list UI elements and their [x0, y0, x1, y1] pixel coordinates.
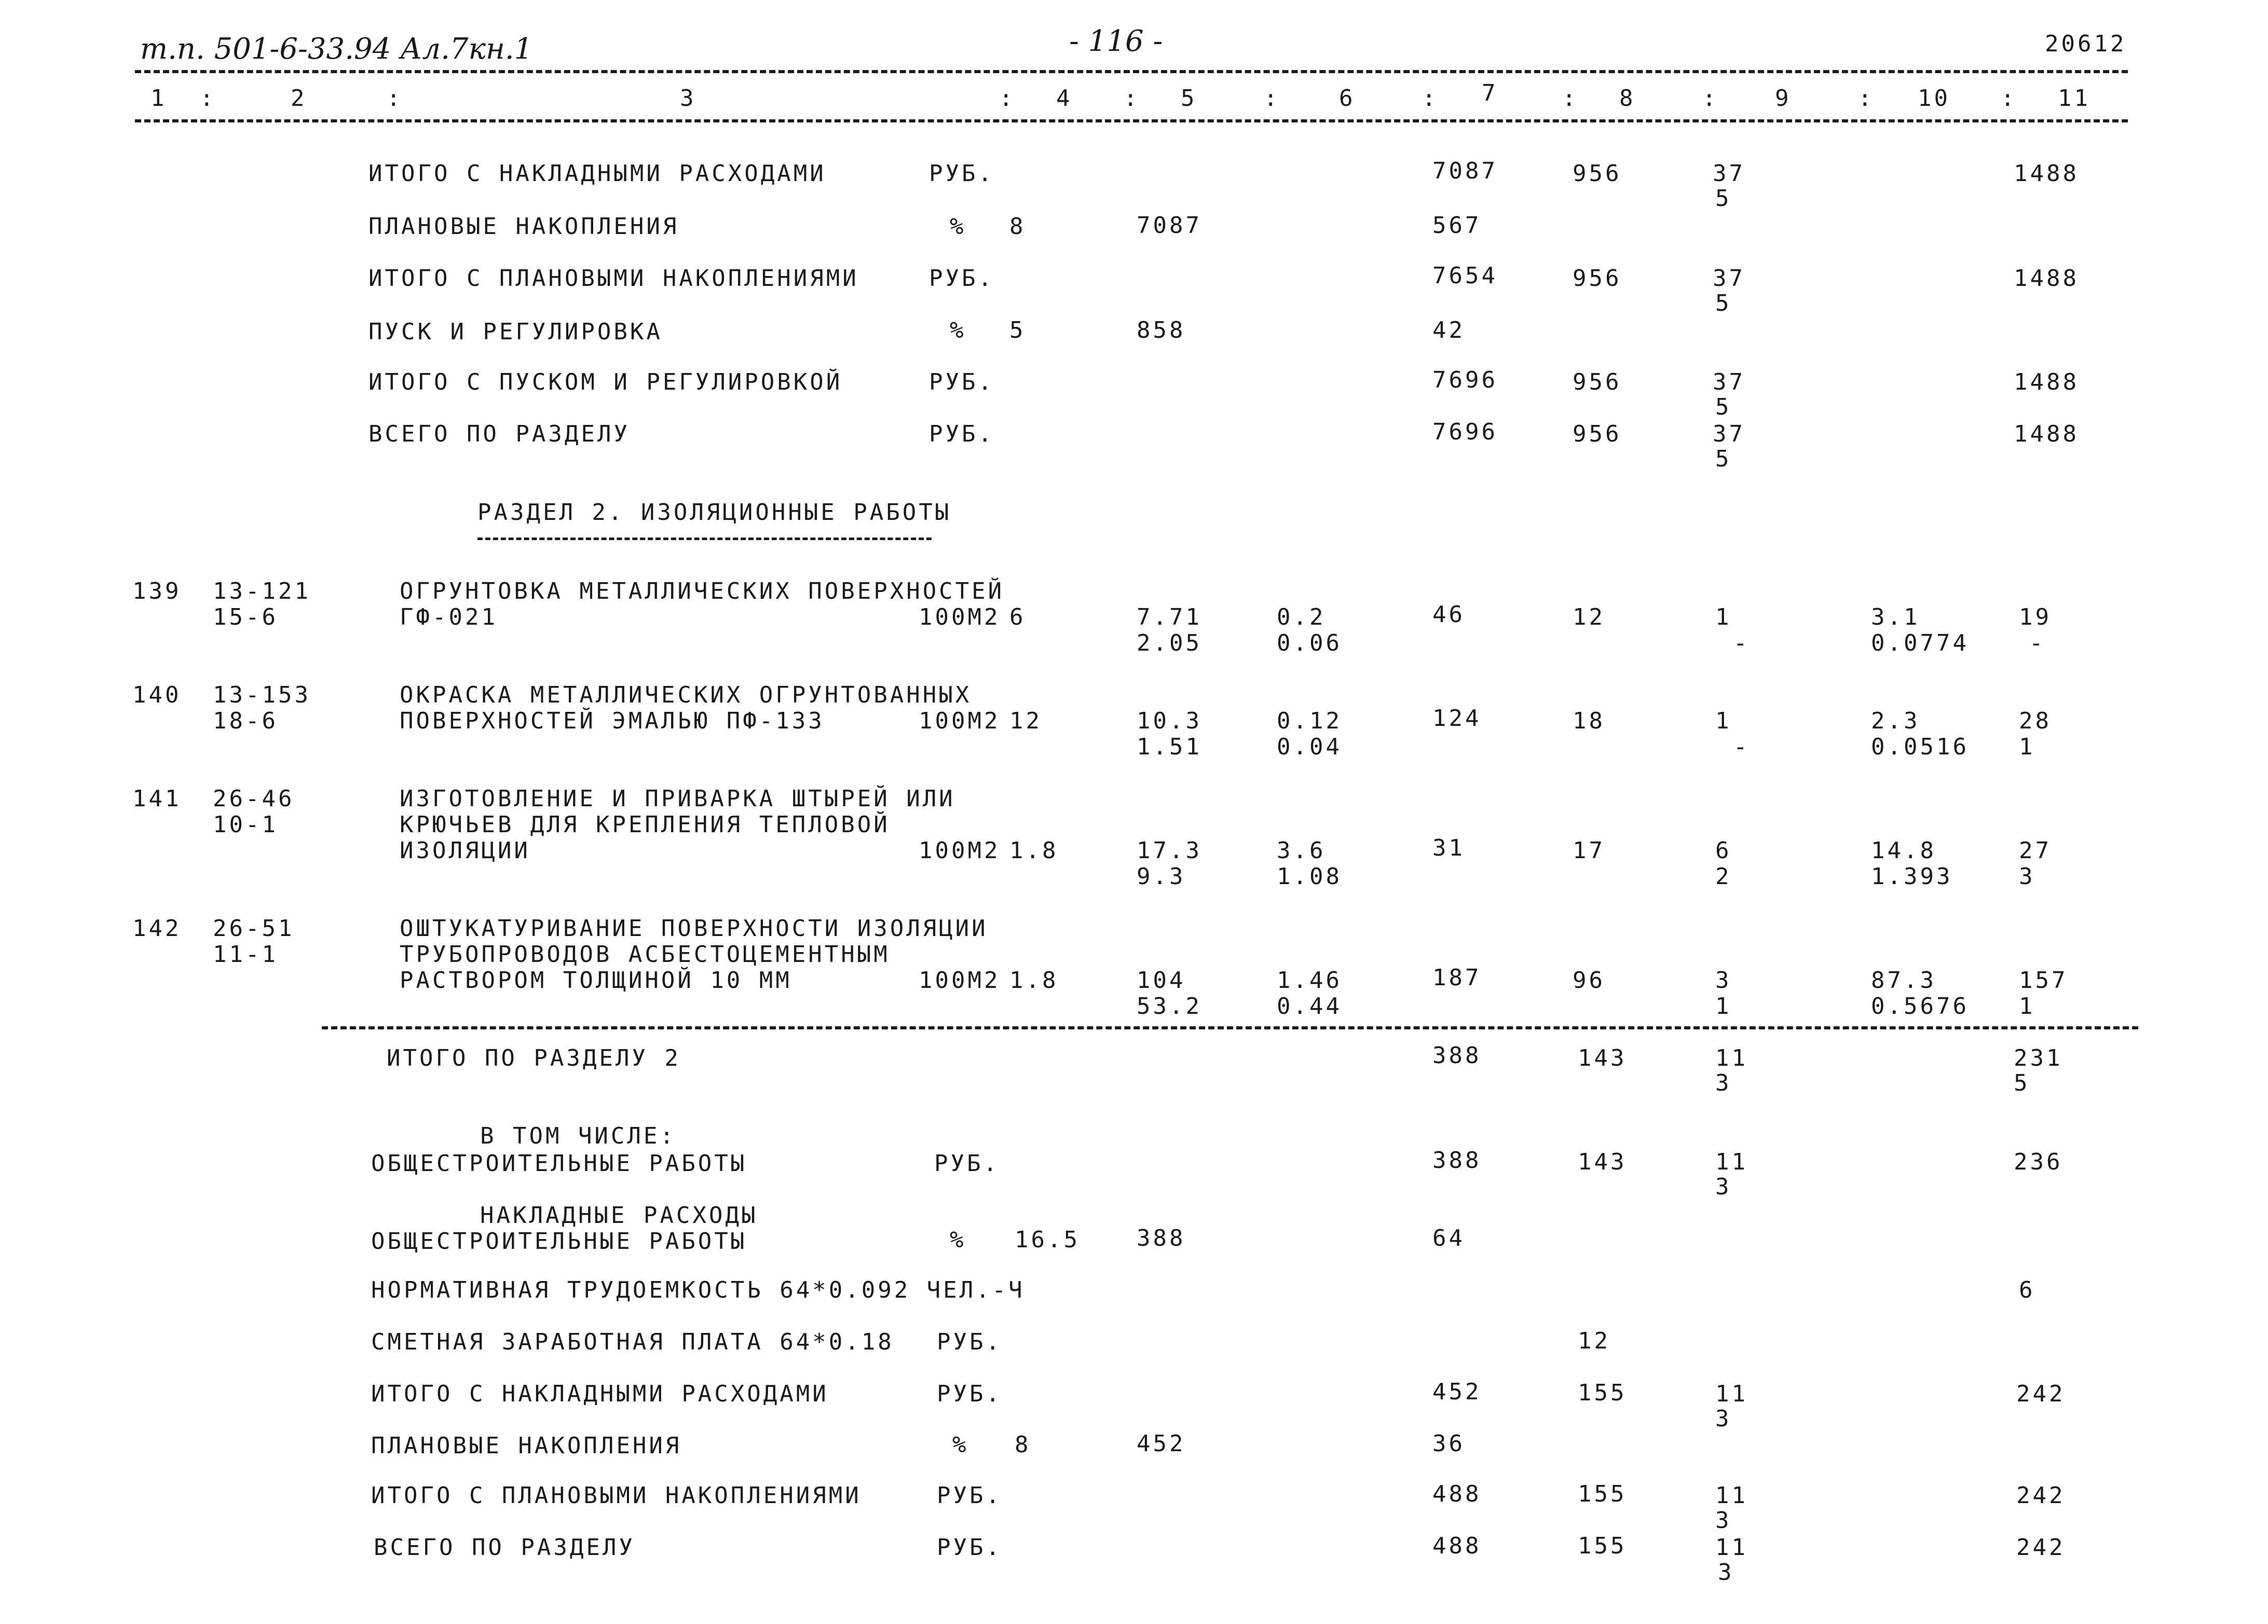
cell-col7: 46 [1432, 601, 1465, 628]
cell-col11-sub: 3 [2019, 863, 2035, 890]
row-unit: РУБ. [937, 1534, 1002, 1561]
item-number: 139 [132, 578, 182, 604]
row-quantity: 5 [1009, 317, 1026, 343]
column-header: 4 [1056, 85, 1073, 112]
cell-col10-sub: 1.393 [1871, 863, 1953, 890]
item-code-sub: 18-6 [213, 708, 278, 734]
row-unit: % [952, 1432, 969, 1458]
row-unit: РУБ. [929, 421, 994, 447]
cell-col7: 64 [1432, 1225, 1465, 1251]
item-description: ОШТУКАТУРИВАНИЕ ПОВЕРХНОСТИ ИЗОЛЯЦИИ [400, 915, 988, 942]
cell-col8: 12 [1573, 604, 1605, 630]
cell-col6: 0.2 [1277, 604, 1326, 630]
cell-col7: 124 [1432, 705, 1482, 732]
column-header: 9 [1775, 85, 1792, 112]
row-label: ИТОГО С НАКЛАДНЫМИ РАСХОДАМИ [368, 160, 826, 187]
cell-col9-sub: 3 [1715, 1406, 1732, 1432]
cell-col9: 6 [1715, 837, 1732, 864]
cell-col9-sub: 3 [1715, 1070, 1732, 1096]
cell-col11-sub: - [2029, 630, 2046, 656]
item-description: КРЮЧЬЕВ ДЛЯ КРЕПЛЕНИЯ ТЕПЛОВОЙ [400, 811, 890, 838]
section-title-underline [477, 538, 932, 540]
cell-col9: 1 [1715, 604, 1732, 630]
cell-col9: 3 [1715, 967, 1732, 994]
cell-col11: 236 [2014, 1149, 2063, 1175]
item-code: 26-46 [213, 786, 295, 812]
cell-col7: 7654 [1432, 263, 1498, 289]
cell-col7: 388 [1432, 1042, 1482, 1069]
cell-col8: 96 [1573, 967, 1605, 994]
row-base: 388 [1137, 1225, 1186, 1251]
item-unit: 100М2 [919, 604, 1001, 630]
cell-col8: 17 [1573, 837, 1605, 864]
cell-col10-sub: 0.0516 [1871, 734, 1969, 760]
column-header: 3 [680, 85, 696, 112]
column-separator: : [387, 85, 403, 112]
column-separator: : [1264, 85, 1280, 112]
item-unit: 100М2 [919, 837, 1001, 864]
cell-col8: 155 [1578, 1533, 1627, 1559]
row-base: 858 [1137, 317, 1186, 343]
cell-col11: 1488 [2014, 369, 2079, 395]
cell-col5-sub: 2.05 [1137, 630, 1202, 656]
row-unit: РУБ. [929, 160, 994, 187]
cell-col11: 242 [2016, 1381, 2066, 1407]
cell-col9-sub: - [1733, 734, 1750, 760]
item-number: 141 [132, 786, 182, 812]
row-unit: % [950, 213, 966, 240]
row-unit: РУБ. [934, 1150, 1000, 1177]
cell-col8: 18 [1573, 708, 1605, 734]
cell-col9: 11 [1715, 1045, 1748, 1071]
cell-col9: 11 [1715, 1482, 1748, 1509]
cell-col10-sub: 0.0774 [1871, 630, 1969, 656]
row-unit: РУБ. [929, 369, 994, 395]
cell-col9-sub: 2 [1715, 863, 1732, 890]
cell-col7: 7087 [1432, 158, 1498, 184]
cell-col7: 42 [1432, 317, 1465, 343]
cell-col5: 17.3 [1137, 837, 1202, 864]
cell-col9-sub: 3 [1718, 1559, 1734, 1586]
row-unit: РУБ. [937, 1329, 1002, 1355]
cell-col8: 956 [1573, 265, 1622, 292]
cell-col7: 488 [1432, 1533, 1482, 1559]
cell-col9: 37 [1713, 369, 1745, 395]
row-label: ИТОГО С ПЛАНОВЫМИ НАКОПЛЕНИЯМИ [368, 265, 859, 292]
item-quantity: 12 [1009, 708, 1042, 734]
including-label: В ТОМ ЧИСЛЕ: [480, 1123, 676, 1149]
cell-col7: 567 [1432, 212, 1482, 239]
item-description: ГФ-021 [400, 604, 498, 630]
cell-col5-sub: 1.51 [1137, 734, 1202, 760]
item-description: ПОВЕРХНОСТЕЙ ЭМАЛЬЮ ПФ-133 [400, 708, 825, 734]
column-separator: : [999, 85, 1016, 112]
row-label: ИТОГО С НАКЛАДНЫМИ РАСХОДАМИ [371, 1381, 829, 1407]
row-label: ВСЕГО ПО РАЗДЕЛУ [374, 1534, 635, 1561]
column-separator: : [1702, 85, 1719, 112]
cell-col5: 7.71 [1137, 604, 1202, 630]
cell-col8: 155 [1578, 1481, 1627, 1507]
item-description: ОКРАСКА МЕТАЛЛИЧЕСКИХ ОГРУНТОВАННЫХ [400, 682, 972, 708]
cell-col11: 1488 [2014, 160, 2079, 187]
document-reference: т.п. 501-6-33.94 Ал.7кн.1 [140, 32, 533, 66]
column-separator: : [1858, 85, 1875, 112]
row-label: ИТОГО С ПУСКОМ И РЕГУЛИРОВКОЙ [368, 369, 843, 395]
item-unit: 100М2 [919, 967, 1001, 994]
cell-col9: 1 [1715, 708, 1732, 734]
item-code-sub: 11-1 [213, 941, 278, 968]
cell-col6-sub: 0.44 [1277, 993, 1342, 1020]
row-unit: РУБ. [929, 265, 994, 292]
row-label: ВСЕГО ПО РАЗДЕЛУ [368, 421, 630, 447]
cell-col6-sub: 0.06 [1277, 630, 1342, 656]
cell-col7: 388 [1432, 1147, 1482, 1174]
item-code: 26-51 [213, 915, 295, 942]
cell-col7: 31 [1432, 835, 1465, 861]
cell-col6: 3.6 [1277, 837, 1326, 864]
header-bottom-rule [135, 119, 2128, 122]
cell-col11: 242 [2016, 1482, 2066, 1509]
row-label: ИТОГО ПО РАЗДЕЛУ 2 [387, 1045, 681, 1071]
cell-col8: 143 [1578, 1045, 1627, 1071]
row-quantity: 16.5 [1015, 1227, 1080, 1253]
cell-col9-sub: 1 [1715, 993, 1732, 1020]
item-description: ИЗОЛЯЦИИ [400, 837, 530, 864]
cell-col10: 2.3 [1871, 708, 1920, 734]
cell-col6: 0.12 [1277, 708, 1342, 734]
cell-col11: 6 [2019, 1277, 2035, 1303]
item-description: ОГРУНТОВКА МЕТАЛЛИЧЕСКИХ ПОВЕРХНОСТЕЙ [400, 578, 1005, 604]
column-separator: : [200, 85, 216, 112]
column-header: 7 [1482, 80, 1498, 106]
cell-col11: 27 [2019, 837, 2052, 864]
cell-col10: 3.1 [1871, 604, 1920, 630]
cell-col9: 11 [1715, 1149, 1748, 1175]
item-quantity: 6 [1009, 604, 1026, 630]
item-code-sub: 10-1 [213, 811, 278, 838]
cell-col8: 956 [1573, 421, 1622, 447]
cell-col9-sub: 5 [1715, 394, 1732, 420]
cell-col10: 87.3 [1871, 967, 1936, 994]
row-unit: РУБ. [937, 1482, 1002, 1509]
column-header: 10 [1918, 85, 1950, 112]
column-separator: : [1422, 85, 1439, 112]
row-base: 7087 [1137, 212, 1202, 239]
column-header: 2 [291, 85, 307, 112]
item-description: РАСТВОРОМ ТОЛЩИНОЙ 10 ММ [400, 967, 792, 994]
item-unit: 100М2 [919, 708, 1001, 734]
row-label: ОБЩЕСТРОИТЕЛЬНЫЕ РАБОТЫ [371, 1150, 747, 1177]
column-separator: : [1562, 85, 1579, 112]
cell-col5: 104 [1137, 967, 1186, 994]
document-number: 20612 [2045, 31, 2127, 57]
cell-col9-sub: 5 [1715, 446, 1732, 472]
section-total-rule [322, 1026, 2138, 1029]
row-unit: % [950, 317, 966, 343]
cell-col11: 19 [2019, 604, 2052, 630]
cell-col9: 37 [1713, 160, 1745, 187]
row-label: ОБЩЕСТРОИТЕЛЬНЫЕ РАБОТЫ [371, 1228, 747, 1255]
row-quantity: 8 [1015, 1432, 1031, 1458]
column-header: 5 [1181, 85, 1197, 112]
row-label: СМЕТНАЯ ЗАРАБОТНАЯ ПЛАТА 64*0.18 [371, 1329, 894, 1355]
cell-col11: 231 [2014, 1045, 2063, 1071]
item-quantity: 1.8 [1009, 967, 1059, 994]
cell-col9: 37 [1713, 265, 1745, 292]
item-description: ИЗГОТОВЛЕНИЕ И ПРИВАРКА ШТЫРЕЙ ИЛИ [400, 786, 955, 812]
cell-col8: 12 [1578, 1328, 1610, 1354]
cell-col9: 37 [1713, 421, 1745, 447]
column-separator: : [1124, 85, 1140, 112]
cell-col5-sub: 9.3 [1137, 863, 1186, 890]
cell-col7: 452 [1432, 1379, 1482, 1405]
item-code: 13-153 [213, 682, 311, 708]
row-label: ИТОГО С ПЛАНОВЫМИ НАКОПЛЕНИЯМИ [371, 1482, 862, 1509]
cell-col9-sub: 3 [1715, 1507, 1732, 1534]
cell-col11-sub: 1 [2019, 734, 2035, 760]
cell-col8: 155 [1578, 1380, 1627, 1406]
cell-col11: 242 [2016, 1534, 2066, 1561]
cell-col9-sub: 5 [1715, 185, 1732, 212]
item-code-sub: 15-6 [213, 604, 278, 630]
cell-col7: 187 [1432, 965, 1482, 991]
cell-col8: 956 [1573, 369, 1622, 395]
cell-col6: 1.46 [1277, 967, 1342, 994]
row-label: НОРМАТИВНАЯ ТРУДОЕМКОСТЬ 64*0.092 ЧЕЛ.-Ч [371, 1277, 1025, 1303]
cell-col11: 1488 [2014, 421, 2079, 447]
row-label: ПЛАНОВЫЕ НАКОПЛЕНИЯ [371, 1433, 682, 1459]
row-quantity: 8 [1009, 213, 1026, 240]
column-header: 6 [1339, 85, 1356, 112]
cell-col11: 1488 [2014, 265, 2079, 292]
item-code: 13-121 [213, 578, 311, 604]
column-header: 11 [2058, 85, 2091, 112]
cell-col5: 10.3 [1137, 708, 1202, 734]
row-label: ПЛАНОВЫЕ НАКОПЛЕНИЯ [368, 213, 679, 240]
column-header: 8 [1619, 85, 1636, 112]
cell-col11: 28 [2019, 708, 2052, 734]
item-description: ТРУБОПРОВОДОВ АСБЕСТОЦЕМЕНТНЫМ [400, 941, 890, 968]
cell-col9-sub: 5 [1715, 290, 1732, 316]
row-unit: РУБ. [937, 1381, 1002, 1407]
header-top-rule [135, 70, 2128, 73]
cell-col7: 488 [1432, 1481, 1482, 1507]
cell-col7: 7696 [1432, 419, 1498, 445]
cell-col10: 14.8 [1871, 837, 1936, 864]
cell-col9: 11 [1715, 1381, 1748, 1407]
column-separator: : [2001, 85, 2017, 112]
row-base: 452 [1137, 1430, 1186, 1457]
row-label: ПУСК И РЕГУЛИРОВКА [368, 319, 663, 345]
cell-col5-sub: 53.2 [1137, 993, 1202, 1020]
cell-col8: 956 [1573, 160, 1622, 187]
item-number: 142 [132, 915, 182, 942]
cell-col10-sub: 0.5676 [1871, 993, 1969, 1020]
cell-col6-sub: 0.04 [1277, 734, 1342, 760]
row-unit: % [950, 1227, 966, 1253]
section-title: РАЗДЕЛ 2. ИЗОЛЯЦИОННЫЕ РАБОТЫ [477, 499, 952, 526]
cell-col11-sub: 1 [2019, 993, 2035, 1020]
column-header: 1 [151, 85, 167, 112]
cell-col9-sub: - [1733, 630, 1750, 656]
cell-col9-sub: 3 [1715, 1174, 1732, 1200]
item-quantity: 1.8 [1009, 837, 1059, 864]
cell-col7: 36 [1432, 1430, 1465, 1457]
cell-col9: 11 [1715, 1534, 1748, 1561]
page-number: - 116 - [1069, 24, 1163, 58]
cell-col6-sub: 1.08 [1277, 863, 1342, 890]
overhead-label: НАКЛАДНЫЕ РАСХОДЫ [480, 1202, 758, 1229]
cell-col11-sub: 5 [2014, 1070, 2030, 1096]
cell-col7: 7696 [1432, 367, 1498, 393]
cell-col8: 143 [1578, 1149, 1627, 1175]
cell-col11: 157 [2019, 967, 2068, 994]
item-number: 140 [132, 682, 182, 708]
